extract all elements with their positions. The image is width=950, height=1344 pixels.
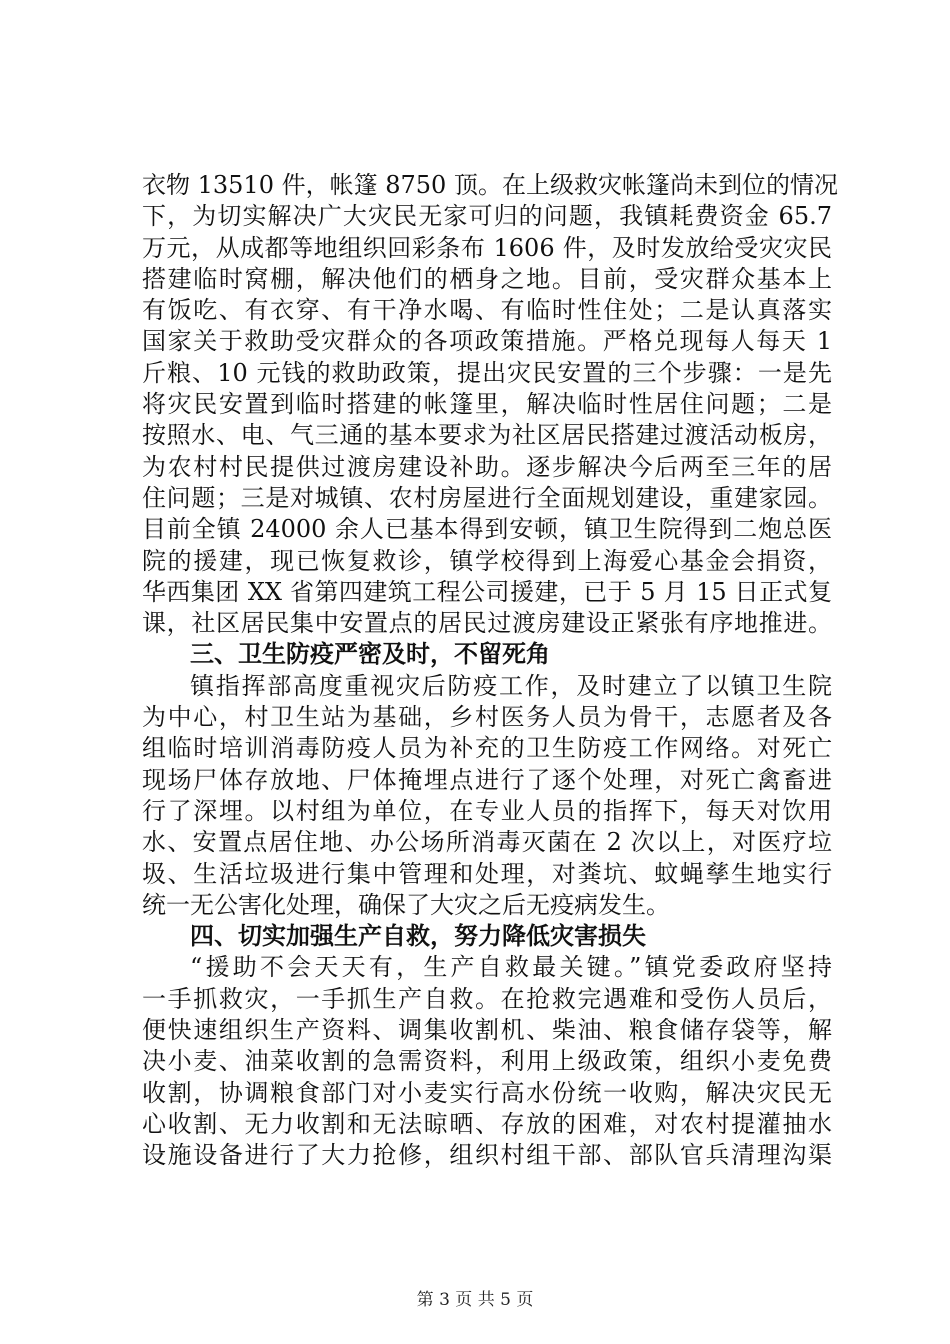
- section-heading: 三、卫生防疫严密及时，不留死角: [190, 640, 550, 669]
- text-line: 为中心，村卫生站为基础，乡村医务人员为骨干，志愿者及各: [142, 703, 832, 732]
- text-line: 现场尸体存放地、尸体掩埋点进行了逐个处理，对死亡禽畜进: [142, 765, 832, 794]
- text-line: 将灾民安置到临时搭建的帐篷里，解决临时性居住问题；二是: [142, 390, 832, 419]
- text-line: 万元，从成都等地组织回彩条布 1606 件，及时发放给受灾灾民: [142, 233, 832, 262]
- text-line: 便快速组织生产资料、调集收割机、柴油、粮食储存袋等，解: [142, 1016, 832, 1045]
- text-line: 国家关于救助受灾群众的各项政策措施。严格兑现每人每天 1: [142, 327, 832, 356]
- text-line: 搭建临时窝棚，解决他们的栖身之地。目前，受灾群众基本上: [142, 264, 832, 293]
- text-line: 设施设备进行了大力抢修，组织村组干部、部队官兵清理沟渠: [142, 1141, 832, 1170]
- text-line: 圾、生活垃圾进行集中管理和处理，对粪坑、蚊蝇孳生地实行: [142, 859, 832, 888]
- text-line: 院的援建，现已恢复救诊，镇学校得到上海爱心基金会捐资，: [142, 546, 832, 575]
- text-line: 为农村村民提供过渡房建设补助。逐步解决今后两至三年的居: [142, 452, 832, 481]
- text-line: 课，社区居民集中安置点的居民过渡房建设正紧张有序地推进。: [142, 609, 832, 638]
- text-line: 决小麦、油菜收割的急需资料，利用上级政策，组织小麦免费: [142, 1047, 832, 1076]
- text-line: 心收割、无力收割和无法晾晒、存放的困难，对农村提灌抽水: [142, 1109, 832, 1138]
- body-text: [142, 170, 838, 1172]
- page-number: 第 3 页 共 5 页: [416, 1290, 534, 1310]
- text-line: 住问题；三是对城镇、农村房屋进行全面规划建设，重建家园。: [142, 483, 832, 512]
- text-line: 统一无公害化处理，确保了大灾之后无疫病发生。: [142, 890, 670, 919]
- text-line: 行了深埋。以村组为单位，在专业人员的指挥下，每天对饮用: [142, 796, 832, 825]
- section-heading: 四、切实加强生产自救，努力降低灾害损失: [190, 922, 646, 951]
- text-line: 衣物 13510 件，帐篷 8750 顶。在上级救灾帐篷尚未到位的情况: [142, 171, 838, 199]
- text-line: 华西集团 XX 省第四建筑工程公司援建，已于 5 月 15 日正式复: [142, 577, 832, 606]
- text-line: 按照水、电、气三通的基本要求为社区居民搭建过渡活动板房，: [142, 421, 832, 450]
- text-line: 一手抓救灾，一手抓生产自救。在抢救完遇难和受伤人员后，: [142, 984, 832, 1013]
- text-line: 有饭吃、有衣穿、有干净水喝、有临时性住处；二是认真落实: [142, 296, 832, 325]
- text-line: 组临时培训消毒防疫人员为补充的卫生防疫工作网络。对死亡: [142, 734, 832, 763]
- text-line: “援助不会天天有，生产自救最关键。”镇党委政府坚持: [190, 953, 832, 982]
- text-line: 水、安置点居住地、办公场所消毒灭菌在 2 次以上，对医疗垃: [142, 828, 832, 857]
- text-line: 镇指挥部高度重视灾后防疫工作，及时建立了以镇卫生院: [190, 671, 832, 700]
- text-line: 目前全镇 24000 余人已基本得到安顿，镇卫生院得到二炮总医: [142, 515, 832, 544]
- text-line: 下，为切实解决广大灾民无家可归的问题，我镇耗费资金 65.7: [142, 202, 832, 231]
- text-line: 斤粮、10 元钱的救助政策，提出灾民安置的三个步骤：一是先: [142, 358, 832, 387]
- page-footer: [0, 1290, 950, 1310]
- text-line: 收割，协调粮食部门对小麦实行高水份统一收购，解决灾民无: [142, 1078, 832, 1107]
